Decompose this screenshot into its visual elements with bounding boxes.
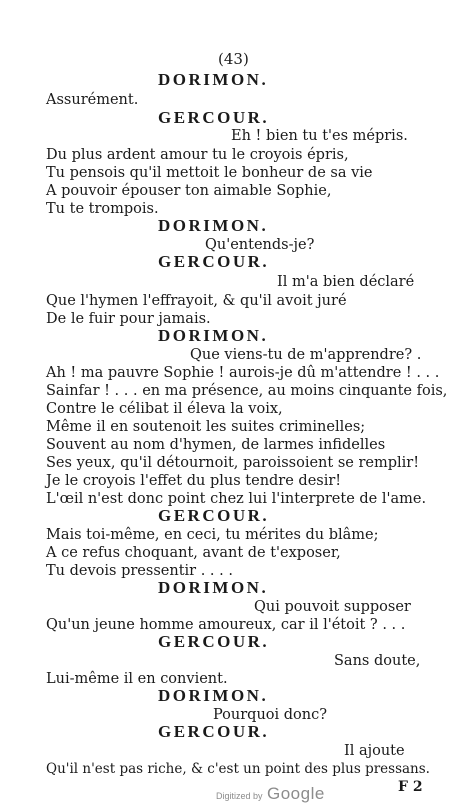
speaker-name: DORIMON. [158,216,269,235]
verse-line: Du plus ardent amour tu le croyois épris, [46,147,349,163]
verse-line: Tu te trompois. [46,201,159,217]
verse-line: Assurément. [46,92,139,108]
signature-mark: F 2 [398,779,423,795]
verse-line: Ah ! ma pauvre Sophie ! aurois-je dû m'attendre ! . . . [46,365,440,381]
verse-line: Mais toi-même, en ceci, tu mérites du blâme; [46,527,379,543]
verse-line: Ses yeux, qu'il détournoit, paroissoient se remplir! [46,455,420,471]
verse-line: Pourquoi donc? [213,707,328,723]
verse-line: Que l'hymen l'effrayoit, & qu'il avoit juré [46,293,347,309]
speaker-name: GERCOUR. [158,632,270,651]
verse-line: A ce refus choquant, avant de t'exposer, [46,545,341,561]
verse-line: Sainfar ! . . . en ma présence, au moins cinquante fois, [46,383,448,399]
verse-line: Que viens-tu de m'apprendre? . [190,347,422,363]
speaker-name: DORIMON. [158,70,269,89]
speaker-name: GERCOUR. [158,506,270,525]
verse-line: Qui pouvoit supposer [254,599,411,615]
watermark-prefix: Digitized by [216,791,263,801]
page-number: (43) [218,50,249,68]
speaker-name: GERCOUR. [158,108,270,127]
verse-line: Je le croyois l'effet du plus tendre desir! [46,473,342,489]
verse-line: Souvent au nom d'hymen, de larmes infidelles [46,437,386,453]
verse-line: Qu'un jeune homme amoureux, car il l'étoit ? . . . [46,617,406,633]
verse-line: De le fuir pour jamais. [46,311,211,327]
verse-line: Il m'a bien déclaré [277,274,415,290]
speaker-name: DORIMON. [158,686,269,705]
speaker-name: DORIMON. [158,578,269,597]
verse-line: Sans doute, [334,653,421,669]
verse-line: L'œil n'est donc point chez lui l'interprete de l'ame. [46,491,427,507]
verse-line: A pouvoir épouser ton aimable Sophie, [46,183,332,199]
speaker-name: GERCOUR. [158,252,270,271]
google-logo: Google [266,784,325,803]
digitized-watermark [216,784,325,804]
verse-line: Tu pensois qu'il mettoit le bonheur de sa vie [46,165,373,181]
verse-line: Qu'il n'est pas riche, & c'est un point des plus pressans. [46,761,430,777]
verse-line: Lui-même il en convient. [46,671,228,687]
verse-line: Même il en soutenoit les suites criminelles; [46,419,366,435]
verse-line: Contre le célibat il éleva la voix, [46,401,283,417]
speaker-name: GERCOUR. [158,722,270,741]
verse-line: Il ajoute [344,743,405,759]
verse-line: Tu devois pressentir . . . . [46,563,233,579]
verse-line: Qu'entends-je? [205,237,315,253]
verse-line: Eh ! bien tu t'es mépris. [231,128,408,144]
speaker-name: DORIMON. [158,326,269,345]
